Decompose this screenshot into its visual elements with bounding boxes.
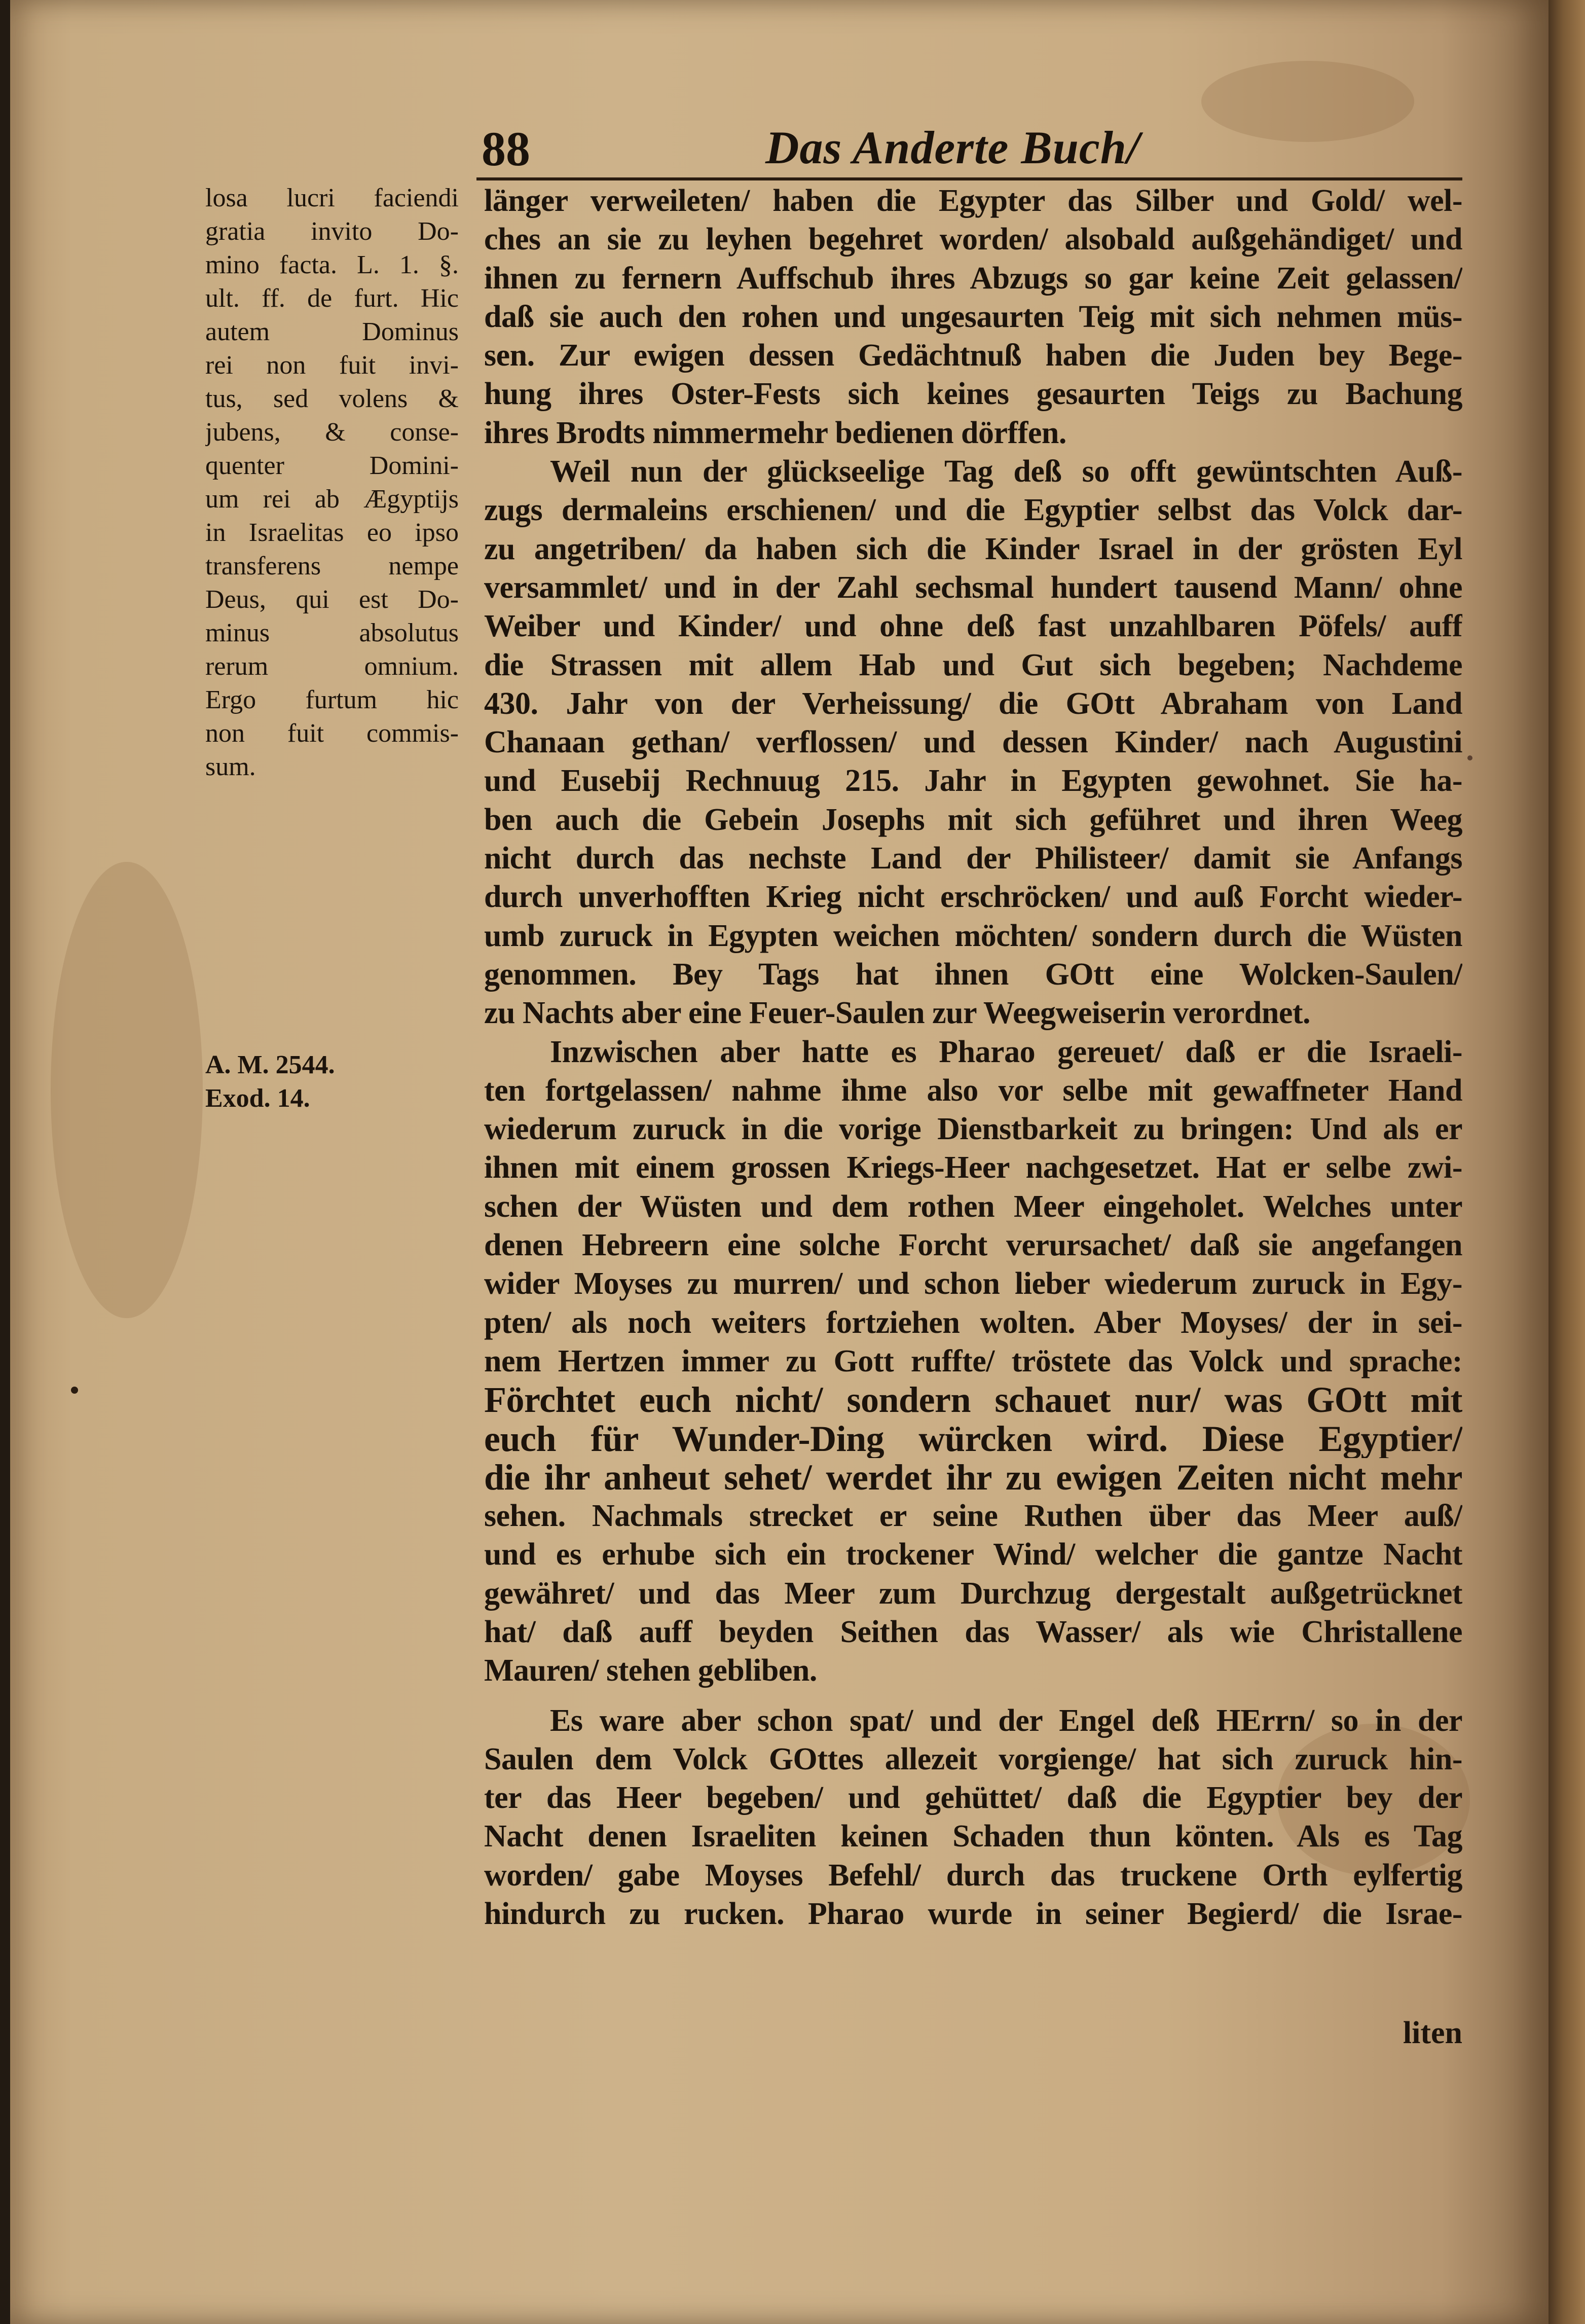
margin-note-line: Ergo furtum hic [205, 685, 459, 714]
text-line: Weiber und Kinder/ und ohne deß fast unzahlbaren Pöfels/ auff [484, 609, 1462, 644]
text-line: nem Hertzen immer zu Gott ruffte/ tröstete das Volck und sprache: [484, 1343, 1462, 1378]
margin-note-line: tus, sed volens & [205, 384, 459, 413]
text-line: hat/ daß auff beyden Seithen das Wasser/ als wie Christallene [484, 1614, 1462, 1649]
quoted-speech-line: die ihr anheut sehet/ werdet ihr zu ewigen Zeiten nicht mehr [484, 1458, 1462, 1497]
text-line: ben auch die Gebein Josephs mit sich geführet und ihren Weeg [484, 802, 1462, 837]
text-line: und es erhube sich ein trockener Wind/ welcher die gantze Nacht [484, 1537, 1462, 1572]
text-line: Es ware aber schon spat/ und der Engel deß HErrn/ so in der [550, 1703, 1462, 1738]
text-line: ihnen mit einem grossen Kriegs-Heer nachgesetzet. Hat er selbe zwi- [484, 1150, 1462, 1185]
paper-stain [51, 862, 203, 1318]
margin-note-line: mino facta. L. 1. §. [205, 250, 459, 279]
text-line: 430. Jahr von der Verheissung/ die GOtt Abraham von Land [484, 686, 1462, 721]
margin-note-line: losa lucri faciendi [205, 184, 459, 212]
margin-note-line: gratia invito Do- [205, 217, 459, 246]
paragraph-gap [484, 1690, 1462, 1701]
margin-note-line: in Israelitas eo ipso [205, 518, 459, 547]
text-line: hindurch zu rucken. Pharao wurde in seiner Begierd/ die Israe- [484, 1897, 1462, 1932]
margin-ref-year: A. M. 2544. [205, 1050, 335, 1079]
text-line: zugs dermaleins erschienen/ und die Egyptier selbst das Volck dar- [484, 493, 1462, 528]
page-number: 88 [482, 122, 530, 176]
text-line: sehen. Nachmals strecket er seine Ruthen über das Meer auß/ [484, 1499, 1462, 1534]
margin-note-line: non fuit commis- [205, 719, 459, 748]
margin-note-line: minus absolutus [205, 619, 459, 647]
text-line: umb zuruck in Egypten weichen möchten/ sondern durch die Wüsten [484, 918, 1462, 953]
text-line: zu angetriben/ da haben sich die Kinder Israel in der grösten Eyl [484, 531, 1462, 566]
text-line: durch unverhofften Krieg nicht erschröcken/ und auß Forcht wieder- [484, 880, 1462, 915]
margin-note-line: quenter Domini- [205, 451, 459, 480]
text-line: Saulen dem Volck GOttes allezeit vorgienge/ hat sich zuruck hin- [484, 1741, 1462, 1776]
margin-note-line: autem Dominus [205, 317, 459, 346]
text-line: Weil nun der glückseelige Tag deß so offt gewüntschten Auß- [550, 454, 1462, 489]
page-header [482, 117, 1460, 183]
margin-note [205, 181, 459, 784]
margin-ref-exodus: Exod. 14. [205, 1084, 310, 1113]
text-line: zu Nachts aber eine Feuer-Saulen zur Weegweiserin verordnet. [484, 996, 1310, 1031]
text-line: worden/ gabe Moyses Befehl/ durch das truckene Orth eylfertig [484, 1858, 1462, 1893]
running-title: Das Anderte Buch/ [765, 122, 1140, 173]
header-rule [476, 177, 1462, 180]
text-line: und Eusebij Rechnuug 215. Jahr in Egypten gewohnet. Sie ha- [484, 764, 1462, 798]
text-line: schen der Wüsten und dem rothen Meer eingeholet. Welches unter [484, 1189, 1462, 1224]
page-gutter-shadow [1549, 0, 1585, 2324]
text-line: ihnen zu fernern Auffschub ihres Abzugs so gar keine Zeit gelassen/ [484, 261, 1462, 296]
margin-note-line: rei non fuit invi- [205, 351, 459, 380]
ink-dot [71, 1387, 78, 1394]
margin-note-line: rerum omnium. [205, 652, 459, 681]
text-line: ter das Heer begeben/ und gehüttet/ daß die Egyptier bey der [484, 1781, 1462, 1815]
text-line: Mauren/ stehen gebliben. [484, 1653, 817, 1688]
text-line: länger verweileten/ haben die Egypter das Silber und Gold/ wel- [484, 184, 1462, 218]
text-line: wiederum zuruck in die vorige Dienstbarkeit zu bringen: Und als er [484, 1112, 1462, 1147]
main-text [484, 181, 1462, 1933]
quoted-speech-line: euch für Wunder-Ding würcken wird. Diese Egyptier/ [484, 1419, 1462, 1458]
text-line: Chanaan gethan/ verflossen/ und dessen Kinder/ nach Augustini [484, 725, 1462, 760]
margin-note-line: transferens nempe [205, 552, 459, 580]
text-line: hung ihres Oster-Fests sich keines gesaurten Teigs zu Bachung [484, 377, 1462, 412]
text-line: wider Moyses zu murren/ und schon lieber wiederum zuruck in Egy- [484, 1266, 1462, 1301]
margin-note-line: ult. ff. de furt. Hic [205, 284, 459, 313]
margin-note-line: jubens, & conse- [205, 418, 459, 447]
ink-dot [1467, 755, 1472, 760]
text-line: Inzwischen aber hatte es Pharao gereuet/ daß er die Israeli- [550, 1034, 1462, 1069]
text-line: Nacht denen Israeliten keinen Schaden thun könten. Als es Tag [484, 1819, 1462, 1854]
margin-reference [205, 1048, 418, 1115]
text-line: sen. Zur ewigen dessen Gedächtnuß haben die Juden bey Bege- [484, 338, 1462, 373]
text-line: versammlet/ und in der Zahl sechsmal hundert tausend Mann/ ohne [484, 570, 1462, 605]
margin-note-line: Deus, qui est Do- [205, 585, 459, 614]
text-line: denen Hebreern eine solche Forcht verursachet/ daß sie angefangen [484, 1228, 1462, 1263]
quoted-speech-line: Förchtet euch nicht/ sondern schauet nur/ was GOtt mit [484, 1381, 1462, 1420]
text-line: genommen. Bey Tags hat ihnen GOtt eine Wolcken-Saulen/ [484, 957, 1462, 992]
text-line: ches an sie zu leyhen begehret worden/ alsobald außgehändiget/ und [484, 222, 1462, 257]
text-line: ten fortgelassen/ nahme ihme also vor selbe mit gewaffneter Hand [484, 1073, 1462, 1108]
text-line: pten/ als noch weiters fortziehen wolten. Aber Moyses/ der in sei- [484, 1305, 1462, 1340]
text-line: die Strassen mit allem Hab und Gut sich begeben; Nachdeme [484, 647, 1462, 682]
text-line: nicht durch das nechste Land der Philisteer/ damit sie Anfangs [484, 841, 1462, 876]
margin-note-line: sum. [205, 752, 256, 781]
catchword: liten [1403, 2016, 1462, 2050]
text-line: ihres Brodts nimmermehr bedienen dörffen. [484, 415, 1066, 450]
text-line: gewähret/ und das Meer zum Durchzug dergestalt außgetrücknet [484, 1576, 1462, 1611]
text-line: daß sie auch den rohen und ungesaurten Teig mit sich nehmen müs- [484, 299, 1462, 334]
margin-note-line: um rei ab Ægyptijs [205, 485, 459, 514]
